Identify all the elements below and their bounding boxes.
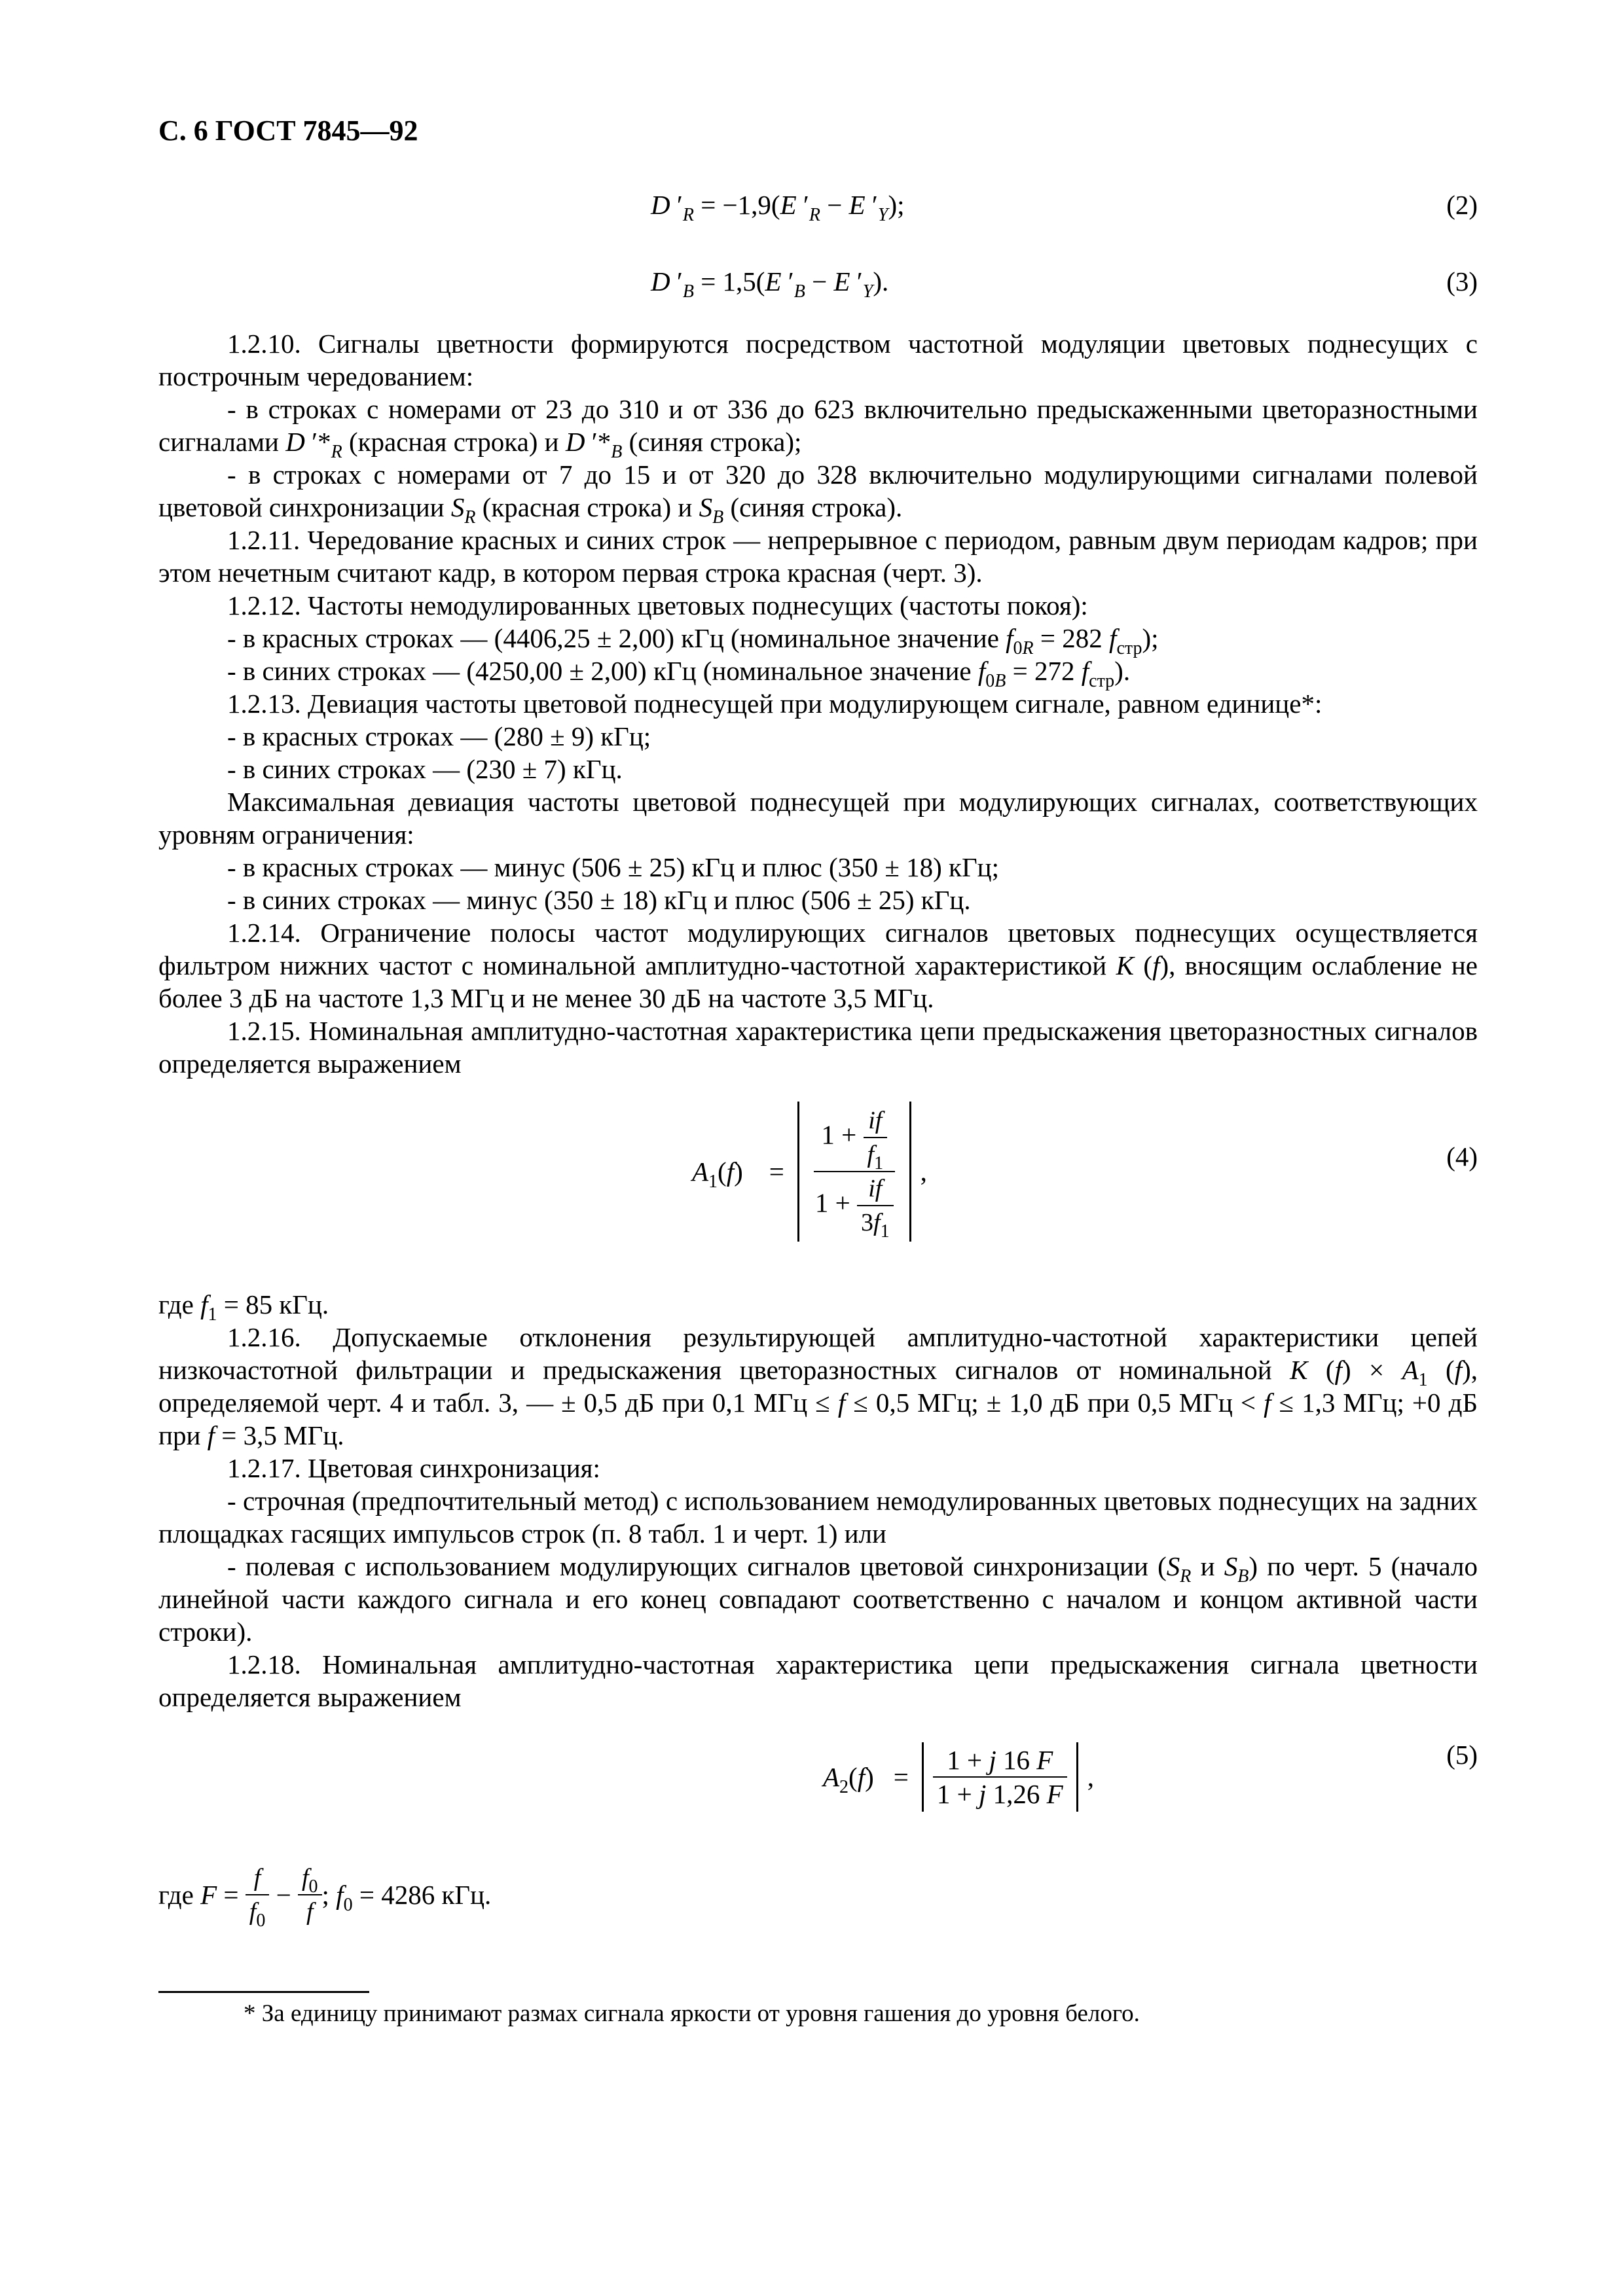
- paragraph-1-2-18: 1.2.18. Номинальная амплитудно-частотная характеристика цепи предыскажения сигнала цветности определяется выражением: [158, 1649, 1478, 1712]
- footnote-rule: [158, 1991, 369, 1993]
- paragraph-1-2-13-a: - в красных строках — (280 ± 9) кГц;: [227, 721, 651, 751]
- text-block-1: [158, 327, 1478, 1080]
- paragraph-max-deviation-b: - в синих строках — минус (350 ± 18) кГц и плюс (506 ± 25) кГц.: [227, 885, 971, 915]
- text-block-2: [158, 1288, 1478, 1713]
- paragraph-1-2-15: 1.2.15. Номинальная амплитудно-частотная характеристика цепи предыскажения цветоразностных сигналов определяется выражением: [158, 1016, 1478, 1079]
- paragraph-1-2-10: 1.2.10. Сигналы цветности формируются посредством частотной модуляции цветовых поднесущих с построчным чередованием:: [158, 329, 1478, 391]
- where-f1: где $f_1 = 85$ кГц.: [158, 1289, 329, 1325]
- paragraph-1-2-16: 1.2.16. Допускаемые отклонения результирующей амплитудно-частотной характеристики цепей низкочастотной фильтрации и предыскажения цветоразностных сигналов от номинальной K $(f) \times A_1$ (f), определяемой черт. 4 и табл. 3, — ± 0,5 дБ при 0,1 МГц ≤ f ≤ 0,5 МГц; ± 1,0 дБ при 0,5 МГц < f ≤ 1,3 МГц; +0 дБ при f = 3,5 МГц.: [158, 1322, 1478, 1450]
- paragraph-1-2-17: 1.2.17. Цветовая синхронизация:: [227, 1453, 600, 1483]
- paragraph-1-2-12-b: - в синих строках — (4250,00 ± 2,00) кГц (номинальное значение $f_{0B} = 272$ $f_{стр}$).: [227, 656, 1131, 691]
- paragraph-max-deviation-a: - в красных строках — минус (506 ± 25) кГц и плюс (350 ± 18) кГц;: [227, 852, 1000, 882]
- paragraph-1-2-11: 1.2.11. Чередование красных и синих строк — непрерывное с периодом, равным двум периодам кадров; при этом нечетным считают кадр, в котором первая строка красная (черт. 3).: [158, 525, 1478, 588]
- paragraph-1-2-12-a: - в красных строках — (4406,25 ± 2,00) кГц (номинальное значение $f_{0R} = 282$ $f_{стр}$);: [227, 623, 1159, 658]
- equation-number: (2): [1446, 190, 1478, 220]
- paragraph-1-2-14: 1.2.14. Ограничение полосы частот модулирующих сигналов цветовых поднесущих осуществляется фильтром нижних частот с номинальной амплитудно-частотной характеристикой K (f), вносящим ослабление не более 3 дБ на частоте 1,3 МГц и не менее 30 дБ на частоте 3,5 МГц.: [158, 918, 1478, 1013]
- equation-number: (4): [1446, 1141, 1478, 1172]
- equation-number: (5): [1446, 1740, 1478, 1770]
- page-header: С. 6 ГОСТ 7845—92: [158, 115, 418, 147]
- paragraph-max-deviation: Максимальная девиация частоты цветовой поднесущей при модулирующих сигналах, соответствующих уровням ограничения:: [158, 787, 1478, 850]
- paragraph-1-2-17-a: - строчная (предпочтительный метод) с использованием немодулированных цветовых поднесущих на задних площадках гасящих импульсов строк (п. 8 табл. 1 и черт. 1) или: [158, 1486, 1478, 1549]
- equation-number: (3): [1446, 266, 1478, 296]
- paragraph-1-2-10-a: - в строках с номерами от 23 до 310 и от 336 до 623 включительно предыскаженными цветоразностными сигналами D $'*_R$ (красная строка) и D $'*_B$ (синяя строка);: [158, 394, 1478, 462]
- paragraph-1-2-17-b: - полевая с использованием модулирующих сигналов цветовой синхронизации ($S_R$ и $S_B$) по черт. 5 (начало линейной части каждого сигнала и его конец совпадают соответственно с началом и концом активной части строки).: [158, 1551, 1478, 1647]
- paragraph-1-2-13: 1.2.13. Девиация частоты цветовой поднесущей при модулирующем сигнале, равном единице*:: [227, 689, 1322, 719]
- equation-4: $A_1(f)$ = 1 + $\frac{if}{f_1}$ 1 + $\frac{if}{3f_1}$ , (4): [158, 1086, 1478, 1257]
- document-page: С. 6 ГОСТ 7845—92 D $'_R = -1,9(E$ $'_R - E$ $'_Y$); (2) D $'_B = 1,5(E$ $'_B - E$ $'_Y$). (3) 1.2.10. Сигналы цветности формируются посредством частотной модуляции цветовых поднесущих с построчным чередованием: - в строках с номерами от 23 до 310 и от 336 до 623 включительно предыскаженными цветоразностными сигналами D $'*_R$ (красная строка) и D $'*_B$ (синяя строка); - в строках с номерами от 7 до 15 и от 320 до 328 включительно модулирующими сигналами полевой цветовой синхронизации $S_R$ (красная строка) и $S_B$ (синяя строка). 1.2.11. Чередование красных и синих строк — непрерывное с периодом, равным двум периодам кадров; при этом нечетным считают кадр, в котором первая строка красная (черт. 3). 1.2.12. Частоты немодулированных цветовых поднесущих (частоты покоя): - в красных строках — (4406,25 ± 2,00) кГц (номинальное значение $f_{0R} = 282$ $f_{стр}$); - в синих строках — (4250,00 ± 2,00) кГц (номинальное значение $f_{0B} = 272$ $f_{стр}$). 1.2.13. Девиация частоты цветовой поднесущей при модулирующем сигнале, равном единице*: - в красных строках — (280 ± 9) кГц; - в синих строках — (230 ± 7) кГц. Максимальная девиация частоты цветовой поднесущей при модулирующих сигналах, соответствующих уровням ограничения: - в красных строках — минус (506 ± 25) кГц и плюс (350 ± 18) кГц; - в синих строках — минус (350 ± 18) кГц и плюс (506 ± 25) кГц. 1.2.14. Ограничение полосы частот модулирующих сигналов цветовых поднесущих осуществляется фильтром нижних частот с номинальной амплитудно-частотной характеристикой K (f), вносящим ослабление не более 3 дБ на частоте 1,3 МГц и не менее 30 дБ на частоте 3,5 МГц. 1.2.15. Номинальная амплитудно-частотная характеристика цепи предыскажения цветоразностных сигналов определяется выражением $A_1(f)$ = 1 + $\frac{if}{f_1}$ 1 + $\frac{if}{3f_1}$ , (4) где $f_1 = 85$ кГц. 1.2.16. Допускаемые отклонения результирующей амплитудно-частотной характеристики цепей низкочастотной фильтрации и предыскажения цветоразностных сигналов от номинальной K $(f) \times A_1$ (f), определяемой черт. 4 и табл. 3, — ± 0,5 дБ при 0,1 МГц ≤ f ≤ 0,5 МГц; ± 1,0 дБ при 0,5 МГц < f ≤ 1,3 МГц; +0 дБ при f = 3,5 МГц. 1.2.17. Цветовая синхронизация: - строчная (предпочтительный метод) с использованием немодулированных цветовых поднесущих на задних площадках гасящих импульсов строк (п. 8 табл. 1 и черт. 1) или - полевая с использованием модулирующих сигналов цветовой синхронизации ($S_R$ и $S_B$) по черт. 5 (начало линейной части каждого сигнала и его конец совпадают соответственно с началом и концом активной части строки). 1.2.18. Номинальная амплитудно-частотная характеристика цепи предыскажения сигнала цветности определяется выражением $A_2(f)$ = $\frac{1 + j 16 F}{1 + j 1,26 F}$ , (5) где F = $\frac{f}{f_0}$ − $\frac{f_0}{f}$ ; $f_0 = 4286$ кГц. * За единицу принимают размах сигнала яркости от уровня гашения до уровня белого.: [0, 0, 1623, 2296]
- paragraph-1-2-13-b: - в синих строках — (230 ± 7) кГц.: [227, 754, 623, 784]
- equation-5: $A_2(f)$ = $\frac{1 + j 16 F}{1 + j 1,26 F}$ , (5): [158, 1728, 1478, 1826]
- paragraph-1-2-10-b: - в строках с номерами от 7 до 15 и от 320 до 328 включительно модулирующими сигналами полевой цветовой синхронизации $S_R$ (красная строка) и $S_B$ (синяя строка).: [158, 459, 1478, 528]
- footnote: * За единицу принимают размах сигнала яркости от уровня гашения до уровня белого.: [244, 2000, 1140, 2027]
- paragraph-1-2-12: 1.2.12. Частоты немодулированных цветовых поднесущих (частоты покоя):: [227, 590, 1088, 620]
- where-F: где F = $\frac{f}{f_0}$ − $\frac{f_0}{f}$ ; $f_0 = 4286$ кГц.: [158, 1852, 1478, 1937]
